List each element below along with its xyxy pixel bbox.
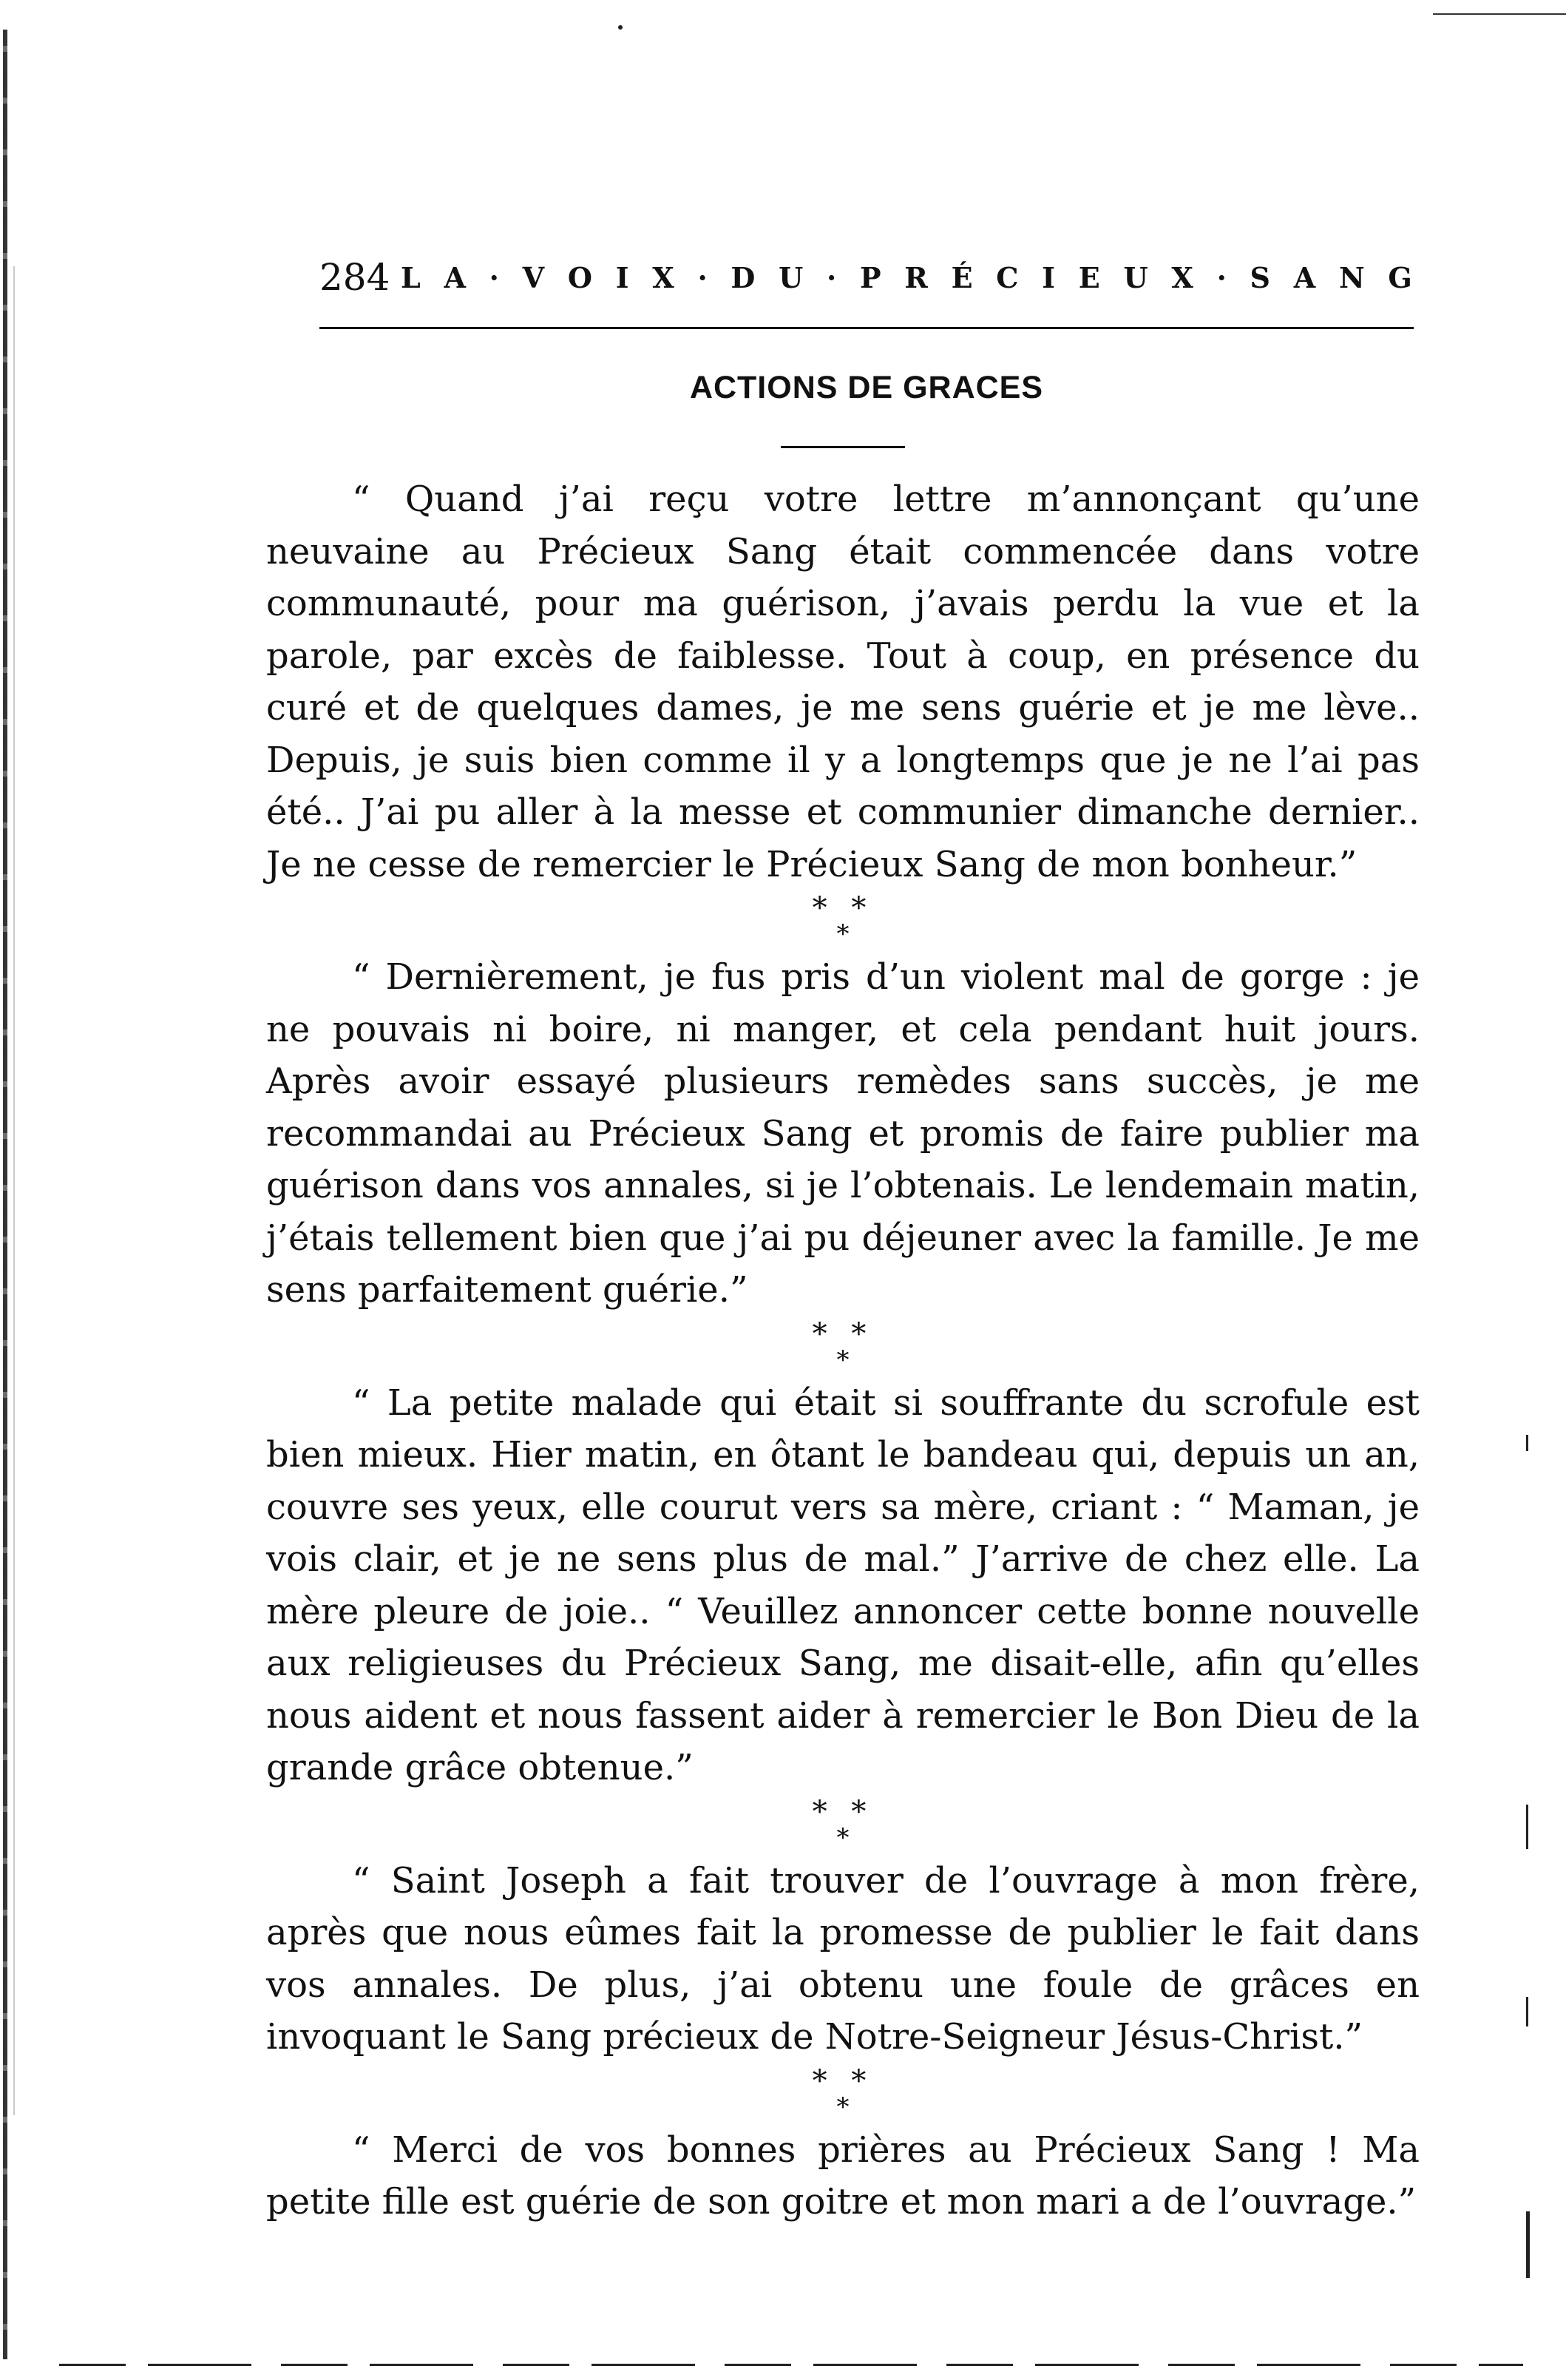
running-head-title: [401, 260, 1414, 294]
running-head-letter: O: [567, 260, 594, 294]
testimony-paragraph: “ La petite malade qui était si souffrante du scrofule est bien mieux. Hier matin, en ôtant le bandeau qui, depuis un an, couvre ses yeux, elle courut vers sa mère, criant : “ Maman, je vois clair, et je ne sens plus de mal.” J’arrive de chez elle. La mère pleure de joie.. “ Veuillez annoncer cette bonne nouvelle aux religieuses du Précieux Sang, me disait-elle, afin qu’elles nous aident et nous fassent aider à remercier le Bon Dieu de la grande grâce obtenue.”: [266, 1382, 1420, 1788]
testimony-paragraph: “ Quand j’ai reçu votre lettre m’annonçant qu’une neuvaine au Précieux Sang était commencée dans votre communauté, pour ma guérison, j’avais perdu la vue et la parole, par excès de faiblesse. Tout à coup, en présence du curé et de quelques dames, je me sens guérie et je me lève.. Depuis, je suis bien comme il y a longtemps que je ne l’ai pas été.. J’ai pu aller à la messe et communier dimanche dernier.. Je ne cesse de remercier le Précieux Sang de mon bonheur.”: [266, 479, 1420, 885]
running-head-letter: U: [779, 260, 805, 294]
asterism-top: * *: [812, 891, 874, 925]
testimony-paragraph: “ Merci de vos bonnes prières au Précieux Sang ! Ma petite fille est guérie de son goitre et mon mari a de l’ouvrage.”: [266, 2129, 1420, 2222]
asterism-top: * *: [812, 1316, 874, 1351]
section-title: ACTIONS DE GRACES: [689, 370, 1044, 405]
running-head-title-text: [401, 261, 1414, 294]
running-head-letter: G: [1388, 260, 1414, 294]
running-head-letter: L: [401, 260, 422, 294]
running-head-letter: ·: [697, 260, 709, 294]
running-head: [319, 251, 1414, 303]
asterism-top: * *: [812, 2063, 874, 2098]
running-head-letter: V: [522, 260, 546, 294]
running-head-letter: P: [859, 260, 883, 294]
running-head-letter: É: [951, 260, 974, 294]
running-head-letter: R: [904, 260, 929, 294]
running-head-letter: N: [1338, 260, 1366, 294]
running-head-letter: X: [652, 260, 676, 294]
running-head-letter: C: [996, 260, 1020, 294]
running-head-letter: I: [615, 260, 631, 294]
asterism-bottom: *: [836, 2092, 850, 2122]
running-head-letter: I: [1042, 260, 1057, 294]
asterism-bottom: *: [836, 1345, 850, 1375]
running-head-letter: S: [1250, 260, 1272, 294]
page-number: 284: [319, 256, 390, 299]
asterism-separator: [266, 1794, 1420, 1855]
running-head-letter: ·: [826, 260, 838, 294]
running-head-letter: A: [1293, 260, 1318, 294]
asterism-bottom: *: [836, 919, 850, 949]
body-text: [266, 473, 1420, 2228]
title-rule: [781, 446, 905, 448]
asterism-separator: [266, 1316, 1420, 1377]
asterism-separator: [266, 2063, 1420, 2124]
testimony-paragraph: “ Dernièrement, je fus pris d’un violent mal de gorge : je ne pouvais ni boire, ni manger, et cela pendant huit jours. Après avoir essayé plusieurs remèdes sans succès, je me recommandai au Précieux Sang et promis de faire publier ma guérison dans vos annales, si je l’obtenais. Le lendemain matin, j’étais tellement bien que j’ai pu déjeuner avec la famille. Je me sens parfaitement guérie.”: [266, 956, 1420, 1311]
running-head-letter: U: [1123, 260, 1150, 294]
asterism-top: * *: [812, 1794, 874, 1829]
header-rule: [319, 327, 1414, 329]
running-head-letter: X: [1171, 260, 1195, 294]
testimony-paragraph: “ Saint Joseph a fait trouver de l’ouvrage à mon frère, après que nous eûmes fait la promesse de publier le fait dans vos annales. De plus, j’ai obtenu une foule de grâces en invoquant le Sang précieux de Notre-Seigneur Jésus-Christ.”: [266, 1859, 1420, 2058]
running-head-letter: E: [1078, 260, 1102, 294]
asterism-bottom: *: [836, 1822, 850, 1853]
running-head-letter: A: [444, 260, 467, 294]
running-head-letter: ·: [1216, 260, 1228, 294]
running-head-letter: ·: [489, 260, 501, 294]
running-head-letter: D: [731, 260, 757, 294]
asterism-separator: [266, 890, 1420, 951]
